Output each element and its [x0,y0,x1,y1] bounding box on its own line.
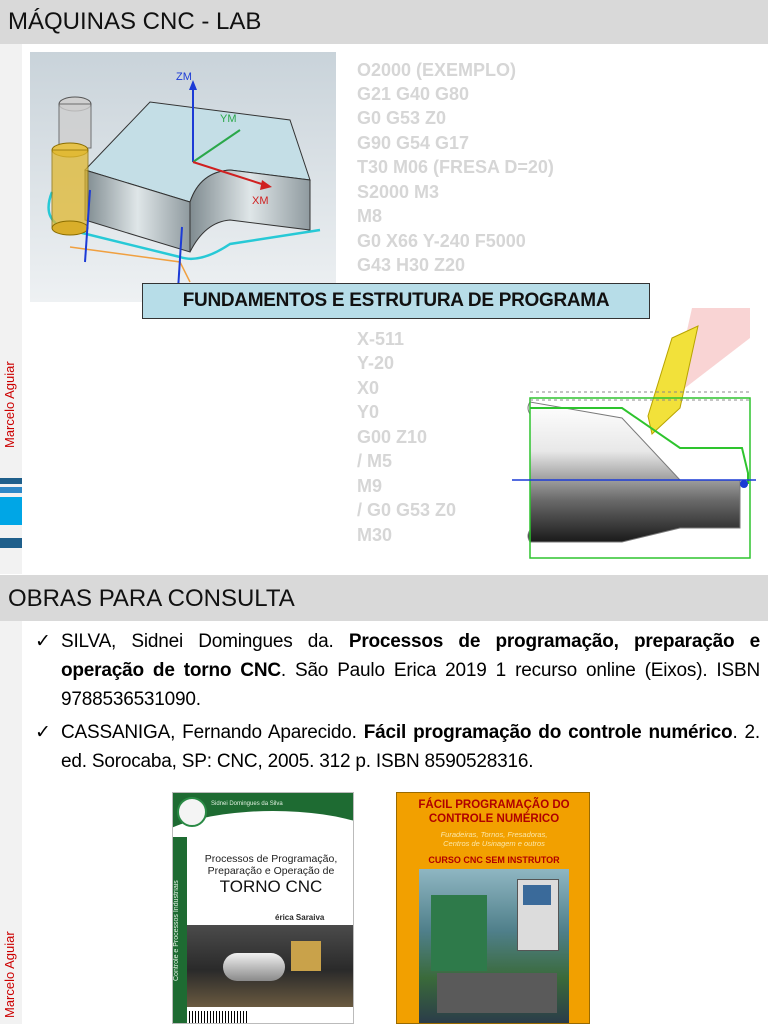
code-line: G43 H30 Z20 [357,255,466,275]
code-line: X0 [357,378,380,398]
book2-photo-machine [431,895,487,971]
section2-header [0,575,768,621]
reference-details: . São Paulo Erica 2019 1 recurso online (Eixos). ISBN 9788536531090. [61,660,760,710]
code-line: / G0 G53 Z0 [357,500,457,520]
book-cover-torno-cnc [172,792,354,1024]
book-cover-facil-programacao [396,792,590,1024]
code-line: G00 Z10 [357,427,428,447]
side-stripe [0,478,22,484]
code-line: X-511 [357,329,405,349]
section1-side-author: Marcelo Aguiar [2,361,17,449]
book2-subtitle: Furadeiras, Tornos, Fresadoras, [440,830,548,839]
book2-tagline: CURSO CNC SEM INSTRUTOR [428,855,560,865]
reference-details: . 2. ed. Sorocaba, SP: CNC, 2005. 312 p. ISBN 8590528316. [61,722,761,772]
book2-photo-screen [523,885,551,905]
book2-title-line: FÁCIL PROGRAMAÇÃO DO [418,799,570,811]
side-stripe [0,497,22,525]
reference-entry [35,718,760,776]
code-line: M8 [357,206,383,226]
reference-title: Processos de programação, preparação e operação de torno CNC [61,631,761,681]
book1-title-big: TORNO CNC [219,877,323,896]
code-line: M9 [357,476,383,496]
book2-title-line: CONTROLE NUMÉRICO [428,813,560,825]
side-stripe [0,487,22,493]
section2-title: OBRAS PARA CONSULTA [8,585,295,612]
code-line: G21 G40 G80 [357,84,470,104]
barcode-icon [189,1011,249,1024]
book2-subtitle: Centros de Usinagem e outros [443,839,545,848]
book1-photo-chuck [291,941,321,971]
cad-milling-image [30,52,336,302]
code-line: G90 G54 G17 [357,133,470,153]
check-icon: ✓ [35,631,51,652]
book1-photo-part [223,953,285,981]
code-line: Y-20 [357,353,395,373]
axis-label-ym: YM [220,113,237,125]
section1-title: MÁQUINAS CNC - LAB [8,8,262,35]
book1-author: Sidnei Domingues da Silva [211,801,283,807]
check-icon: ✓ [35,722,51,743]
book1-title-line: Processos de Programação, [204,853,338,865]
book1-logo [177,797,207,827]
code-line: T30 M06 (FRESA D=20) [357,157,554,177]
code-line: G0 G53 Z0 [357,108,447,128]
book1-publisher: érica Saraiva [275,913,325,922]
side-stripe [0,538,22,548]
section2-side-author: Marcelo Aguiar [2,931,17,1019]
code-line: / M5 [357,451,393,471]
code-line: M30 [357,525,393,545]
code-line: Y0 [357,402,380,422]
turned-shaft [528,402,740,542]
axis-label-zm: ZM [176,71,192,83]
section1-side-strip [0,44,22,574]
reference-author: SILVA, Sidnei Domingues da. [61,631,349,652]
code-line: O2000 (EXEMPLO) [357,60,517,80]
section-banner: FUNDAMENTOS E ESTRUTURA DE PROGRAMA [142,283,650,319]
code-line: S2000 M3 [357,182,440,202]
book1-series: Controle e Processos Industriais [173,837,187,1024]
section1-header [0,0,768,44]
cad-lathe-image [512,308,756,566]
code-line: G0 X66 Y-240 F5000 [357,231,526,251]
axis-label-xm: XM [252,195,269,207]
reference-author: CASSANIGA, Fernando Aparecido. [61,722,364,743]
reference-title: Fácil programação do controle numérico [363,722,733,743]
book2-photo-base [437,973,557,1013]
book1-title-line: Preparação e Operação de [207,865,335,877]
reference-entry [35,627,760,714]
